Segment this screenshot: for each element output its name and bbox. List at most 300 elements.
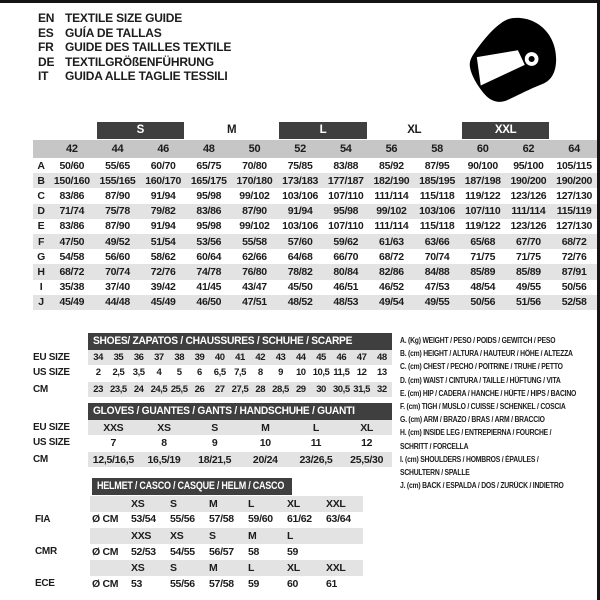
section-title-text: SHOES/ ZAPATOS / CHAUSSURES / SCHUHE / SCARPE <box>93 335 353 347</box>
value-cell: 70/80 <box>242 159 267 172</box>
section-value-cell: 40 <box>210 350 230 365</box>
value-cell: 187/198 <box>460 173 506 188</box>
section-value-cell: 10 <box>259 436 271 449</box>
section-value-cell: 41 <box>230 350 250 365</box>
numeric-size-cell: 52 <box>277 140 323 158</box>
measurement-row <box>33 188 597 203</box>
section-value-cell: XL <box>341 420 392 435</box>
numeric-size-cell: 60 <box>460 140 506 158</box>
row-label: C <box>37 189 45 202</box>
measurement-row <box>33 219 597 234</box>
measurement-row <box>33 295 597 310</box>
value-cell: 50/56 <box>460 295 506 310</box>
letter-size-label: S <box>97 122 184 139</box>
helmet-unit-label: Ø CM <box>92 513 119 526</box>
helmet-size-cell: XS <box>129 496 168 512</box>
value-cell: 59/62 <box>323 234 369 249</box>
empty-cell <box>90 496 129 512</box>
legend-item: C. (cm) CHEST / PECHO / POITRINE / TRUHE / PETTO <box>400 362 563 372</box>
section-value-cell: 13 <box>377 367 387 378</box>
helmet-size-cell: L <box>285 528 324 544</box>
section-value-cell: 23/26,5 <box>291 451 342 467</box>
language-row <box>38 55 231 70</box>
language-code: FR <box>38 40 54 55</box>
section-row-label: EU SIZE <box>33 420 88 435</box>
helmet-value-cell: 59/60 <box>248 513 273 526</box>
language-title: GUIDA ALLE TAGLIE TESSILI <box>65 69 228 84</box>
section-value-cell: 2 <box>95 367 101 378</box>
section-value-cell: 23,5 <box>108 381 128 397</box>
value-cell: 48/54 <box>470 281 496 294</box>
section-title-cell <box>90 478 363 496</box>
value-cell: 80/84 <box>323 264 369 279</box>
letter-size-label: XL <box>407 124 422 136</box>
value-cell: 74/78 <box>186 264 232 279</box>
section-value-cell: 7,5 <box>234 367 246 378</box>
value-cell: 47/53 <box>424 281 450 294</box>
value-cell: 46/50 <box>186 295 232 310</box>
section-value-cell: 3,5 <box>132 367 145 378</box>
section-value-cell: 30,5 <box>331 381 351 397</box>
value-cell: 55/58 <box>232 234 278 249</box>
value-cell: 87/95 <box>424 159 450 172</box>
row-label: F <box>33 234 49 249</box>
section-data-row <box>33 435 392 451</box>
value-cell: 83/86 <box>59 220 85 233</box>
value-cell: 68/72 <box>49 264 95 279</box>
language-title: GUÍA DE TALLAS <box>65 25 162 40</box>
empty-cell <box>33 478 90 496</box>
helmet-size-cell: XS <box>129 560 168 576</box>
helmet-value-cell: 61 <box>326 577 338 590</box>
helmet-value-cell: 59 <box>248 577 260 590</box>
letter-size-label: L <box>279 122 366 139</box>
value-cell: 107/110 <box>460 204 506 219</box>
numeric-size-cell: 42 <box>49 140 95 158</box>
value-cell: 60/64 <box>196 250 222 263</box>
value-cell: 48/53 <box>323 295 369 310</box>
row-label: D <box>33 204 49 219</box>
main-size-table <box>33 121 597 310</box>
value-cell: 83/88 <box>333 159 359 172</box>
value-cell: 83/86 <box>186 204 232 219</box>
section-value-cell: 24,5 <box>149 381 169 397</box>
value-cell: 119/122 <box>465 189 501 202</box>
section-title-bar <box>88 333 392 350</box>
legend-item: I. (cm) SHOULDERS / HOMBROS / ÉPAULES / <box>400 454 539 464</box>
numeric-size-cell: 58 <box>414 140 460 158</box>
row-label: A <box>37 159 45 172</box>
language-title: GUIDE DES TAILLES TEXTILE <box>65 40 232 55</box>
numeric-size-cell: 50 <box>232 140 278 158</box>
letter-size-cell <box>460 121 551 140</box>
empty-cell <box>33 403 88 420</box>
language-row <box>38 26 231 41</box>
section-title-cell <box>88 333 392 350</box>
section-value-cell: 28 <box>250 381 270 397</box>
section-data-row <box>33 365 392 381</box>
legend-item: A. (Kg) WEIGHT / PESO / POIDS / GEWITCH / PESO <box>400 336 556 345</box>
empty-cell <box>551 121 597 140</box>
numeric-size-cell: 46 <box>140 140 186 158</box>
value-cell: 71/75 <box>470 250 496 263</box>
value-cell: 55/65 <box>105 159 130 172</box>
letter-size-cell <box>277 121 368 140</box>
section-row-label: US SIZE <box>33 365 88 381</box>
section-value-cell: 18/21,5 <box>189 451 240 467</box>
value-cell: 48/52 <box>277 295 323 310</box>
section-value-cell: 43 <box>270 350 290 365</box>
helmet-standard-size-row <box>33 528 363 544</box>
helmet-value-cell: 52/53 <box>131 545 156 558</box>
value-cell: 103/106 <box>282 189 319 202</box>
value-cell: 87/90 <box>105 189 130 202</box>
value-cell: 150/160 <box>49 173 95 188</box>
value-cell: 78/82 <box>277 264 323 279</box>
value-cell: 75/85 <box>287 159 313 172</box>
value-cell: 99/102 <box>369 204 415 219</box>
value-cell: 44/48 <box>95 295 141 310</box>
value-cell: 49/55 <box>516 281 541 294</box>
empty-cell <box>33 496 90 512</box>
section-value-cell: 45 <box>311 350 331 365</box>
value-cell: 123/126 <box>510 220 547 233</box>
value-cell: 84/88 <box>414 264 460 279</box>
value-cell: 52/58 <box>551 295 597 310</box>
helmet-size-cell: L <box>246 560 285 576</box>
value-cell: 107/110 <box>328 189 364 202</box>
section-title-text: HELMET / CASCO / CASQUE / HELM / CASCO <box>97 480 285 492</box>
value-cell: 65/75 <box>196 159 222 172</box>
section-value-cell: 36 <box>129 350 149 365</box>
section-value-cell: 31,5 <box>351 381 371 397</box>
section-value-cell: 30 <box>311 381 331 397</box>
value-cell: 58/62 <box>150 250 176 263</box>
value-cell: 87/90 <box>232 204 278 219</box>
helmet-value-cell <box>324 544 363 560</box>
row-label: B <box>33 173 49 188</box>
helmet-value-cell: 63/64 <box>326 513 351 526</box>
helmet-value-cell: 54/55 <box>170 545 195 558</box>
section-value-cell: 11 <box>310 436 322 449</box>
helmet-size-table <box>33 478 363 592</box>
value-cell: 115/118 <box>419 189 455 202</box>
value-cell: 50/56 <box>561 281 587 294</box>
section-value-cell: XS <box>139 420 190 435</box>
legend-item: E. (cm) HIP / CADERA / HANCHE / HÜFTE / HIPS / BACINO <box>400 388 577 398</box>
shoes-size-table <box>33 333 392 397</box>
language-title-list <box>38 11 231 84</box>
language-row <box>38 69 231 84</box>
section-value-cell: 42 <box>250 350 270 365</box>
section-value-cell: 46 <box>331 350 351 365</box>
value-cell: 53/56 <box>186 234 232 249</box>
language-row <box>38 40 231 55</box>
value-cell: 46/52 <box>379 281 404 294</box>
value-cell: 43/47 <box>242 281 267 294</box>
section-title-bar <box>88 403 392 420</box>
section-value-cell: 23 <box>88 381 108 397</box>
value-cell: 91/94 <box>150 189 176 202</box>
numeric-size-row <box>33 140 597 158</box>
value-cell: 56/60 <box>105 250 130 263</box>
value-cell: 91/94 <box>150 220 176 233</box>
helmet-unit-label: Ø CM <box>92 577 119 590</box>
value-cell: 79/82 <box>140 204 186 219</box>
section-data-row <box>33 451 392 467</box>
helmet-value-cell: 61/62 <box>287 513 312 526</box>
corner-cell <box>33 140 49 158</box>
value-cell: 45/49 <box>49 295 95 310</box>
section-value-cell: 10,5 <box>312 367 330 378</box>
value-cell: 70/74 <box>424 250 450 263</box>
value-cell: 45/49 <box>140 295 186 310</box>
value-cell: 105/115 <box>556 159 592 172</box>
helmet-size-cell: XXL <box>324 560 363 576</box>
section-value-cell: 2,5 <box>112 367 125 378</box>
section-row-label: CM <box>33 451 88 467</box>
value-cell: 68/72 <box>551 234 597 249</box>
value-cell: 64/68 <box>287 250 313 263</box>
section-title-bar <box>92 478 292 495</box>
helmet-value-cell: 56/57 <box>209 545 234 558</box>
legend-item-continuation: SCHULTERN / SPALLE <box>400 468 470 478</box>
helmet-size-cell: S <box>168 560 207 576</box>
helmet-size-cell: L <box>246 496 285 512</box>
section-value-cell: 4 <box>156 367 162 378</box>
value-cell: 72/76 <box>140 264 186 279</box>
legend-item: G. (cm) ARM / BRAZO / BRAS / ARM / BRACCIO <box>400 415 545 425</box>
value-cell: 185/195 <box>414 173 460 188</box>
letter-size-cell <box>186 121 277 140</box>
section-value-cell: 27,5 <box>230 381 250 397</box>
language-code: DE <box>38 54 55 69</box>
section-value-cell: 25,5 <box>169 381 189 397</box>
value-cell: 87/91 <box>551 264 597 279</box>
value-cell: 47/51 <box>232 295 278 310</box>
section-value-cell: 39 <box>189 350 209 365</box>
value-cell: 54/58 <box>59 250 85 263</box>
legend-item: B. (cm) HEIGHT / ALTURA / HAUTEUR / HÖHE / ALTEZZA <box>400 349 573 359</box>
value-cell: 37/40 <box>105 281 130 294</box>
section-value-cell: 28,5 <box>270 381 290 397</box>
section-value-cell: 9 <box>211 436 218 449</box>
section-value-cell: 29 <box>291 381 311 397</box>
value-cell: 71/75 <box>516 250 541 263</box>
value-cell: 103/106 <box>414 204 460 219</box>
gloves-size-table <box>33 403 392 467</box>
helmet-size-cell: M <box>207 496 246 512</box>
helmet-value-cell: 57/58 <box>209 577 234 590</box>
measurement-row <box>33 204 597 219</box>
value-cell: 115/118 <box>419 220 455 233</box>
value-cell: 91/94 <box>277 204 323 219</box>
helmet-value-cell: 55/56 <box>170 513 195 526</box>
racing-helmet-icon <box>460 13 568 107</box>
helmet-standard-label: CMR <box>33 544 90 560</box>
value-cell: 66/70 <box>333 250 359 263</box>
row-label: G <box>37 250 45 263</box>
value-cell: 51/56 <box>506 295 552 310</box>
empty-cell <box>33 333 88 350</box>
value-cell: 123/126 <box>510 189 547 202</box>
helmet-standard-size-row <box>33 560 363 576</box>
value-cell: 71/74 <box>49 204 95 219</box>
value-cell: 99/102 <box>239 189 270 202</box>
measurement-legend <box>400 334 600 492</box>
letter-size-cell <box>95 121 186 140</box>
helmet-standard-value-row <box>33 576 363 592</box>
section-value-cell: 27 <box>210 381 230 397</box>
helmet-size-cell: XXL <box>324 496 363 512</box>
value-cell: 111/114 <box>374 189 409 202</box>
section-value-cell: 8 <box>257 367 263 378</box>
section-value-cell: 12 <box>361 436 373 449</box>
section-value-cell: 10 <box>295 367 306 378</box>
helmet-value-cell: 58 <box>248 545 260 558</box>
helmet-value-cell: 60 <box>287 577 299 590</box>
value-cell: 177/187 <box>323 173 369 188</box>
numeric-size-cell: 48 <box>186 140 232 158</box>
section-value-cell: 11,5 <box>333 367 350 378</box>
value-cell: 60/70 <box>150 159 176 172</box>
helmet-value-cell: 57/58 <box>209 513 234 526</box>
section-title-row <box>33 478 363 496</box>
value-cell: 85/89 <box>506 264 552 279</box>
section-title-row <box>33 403 392 420</box>
section-value-cell: 32 <box>372 381 392 397</box>
helmet-unit-label: Ø CM <box>92 545 119 558</box>
helmet-size-cell: XS <box>168 528 207 544</box>
value-cell: 41/45 <box>196 281 222 294</box>
row-label: E <box>37 220 45 233</box>
value-cell: 82/86 <box>369 264 415 279</box>
legend-item-continuation: SCHRITT / FORCELLA <box>400 441 469 451</box>
measurement-row <box>33 280 597 295</box>
language-title: TEXTILE SIZE GUIDE <box>65 11 183 25</box>
section-value-cell: 9 <box>278 367 283 378</box>
section-value-cell: 20/24 <box>240 451 291 467</box>
value-cell: 65/68 <box>460 234 506 249</box>
section-value-cell: L <box>291 420 342 435</box>
section-data-row <box>33 420 392 435</box>
section-title-row <box>33 333 392 350</box>
value-cell: 45/50 <box>287 281 313 294</box>
value-cell: 90/100 <box>467 159 498 172</box>
measurement-row <box>33 158 597 173</box>
section-value-cell: 7 <box>110 436 117 449</box>
legend-item: J. (cm) BACK / ESPALDA / DOS / ZURÜCK / INDIETRO <box>400 481 564 491</box>
value-cell: 67/70 <box>506 234 552 249</box>
section-value-cell: 48 <box>372 350 392 365</box>
value-cell: 173/183 <box>277 173 323 188</box>
legend-item: D. (cm) WAIST / CINTURA / TAILLE / HÜFTUNG / VITA <box>400 375 561 385</box>
measurement-row <box>33 173 597 188</box>
helmet-standard-label: ECE <box>33 576 90 592</box>
helmet-size-cell: S <box>168 496 207 512</box>
numeric-size-cell: 44 <box>95 140 141 158</box>
value-cell: 47/50 <box>49 234 95 249</box>
value-cell: 76/80 <box>232 264 278 279</box>
row-label: I <box>39 281 43 294</box>
legend-item: H. (cm) INSIDE LEG / ENTREPIERNA / FOURCHE / <box>400 428 552 438</box>
letter-size-cell <box>369 121 460 140</box>
section-value-cell: 24 <box>129 381 149 397</box>
value-cell: 99/102 <box>239 220 270 233</box>
legend-item: F. (cm) TIGH / MUSLO / CUISSE / SCHENKEL / COSCIA <box>400 402 566 412</box>
helmet-size-cell: XXS <box>129 528 168 544</box>
empty-cell <box>90 528 129 544</box>
corner-cell <box>33 121 49 140</box>
value-cell: 111/114 <box>506 204 552 219</box>
value-cell: 62/66 <box>242 250 267 263</box>
section-value-cell: 38 <box>169 350 189 365</box>
value-cell: 119/122 <box>465 220 501 233</box>
value-cell: 46/51 <box>333 281 359 294</box>
section-value-cell: 37 <box>149 350 169 365</box>
value-cell: 170/180 <box>232 173 278 188</box>
section-row-label: CM <box>33 381 88 397</box>
section-value-cell: 6,5 <box>213 367 226 378</box>
value-cell: 70/74 <box>95 264 141 279</box>
section-data-row <box>33 381 392 397</box>
value-cell: 85/89 <box>460 264 506 279</box>
section-data-row <box>33 350 392 365</box>
value-cell: 50/60 <box>59 159 85 172</box>
value-cell: 95/98 <box>196 220 222 233</box>
row-label: H <box>33 264 49 279</box>
empty-cell <box>90 560 129 576</box>
measurement-row <box>33 249 597 264</box>
section-value-cell: 5 <box>176 367 182 378</box>
section-value-cell: 34 <box>88 350 108 365</box>
language-title: TEXTILGRÖßENFÜHRUNG <box>65 54 214 69</box>
measurement-row <box>33 234 597 249</box>
value-cell: 68/72 <box>379 250 404 263</box>
section-value-cell: 12,5/16,5 <box>88 451 139 467</box>
helmet-value-cell: 53 <box>131 577 143 590</box>
section-row-label: US SIZE <box>33 435 88 451</box>
value-cell: 83/86 <box>59 189 85 202</box>
helmet-value-cell: 55/56 <box>170 577 195 590</box>
value-cell: 72/76 <box>561 250 587 263</box>
helmet-size-cell: M <box>246 528 285 544</box>
helmet-value-cell: 53/54 <box>131 513 156 526</box>
value-cell: 51/54 <box>140 234 186 249</box>
language-code: ES <box>38 25 54 40</box>
value-cell: 160/170 <box>140 173 186 188</box>
helmet-standard-size-row <box>33 496 363 512</box>
helmet-size-cell: XL <box>285 560 324 576</box>
numeric-size-cell: 56 <box>369 140 415 158</box>
empty-cell <box>33 560 90 576</box>
section-value-cell: 12 <box>356 367 367 378</box>
value-cell: 85/92 <box>379 159 404 172</box>
value-cell: 182/190 <box>369 173 415 188</box>
value-cell: 57/60 <box>277 234 323 249</box>
measurement-row <box>33 264 597 279</box>
section-value-cell: 35 <box>108 350 128 365</box>
section-title-cell <box>88 403 392 420</box>
language-code: EN <box>38 11 55 25</box>
value-cell: 63/66 <box>414 234 460 249</box>
row-label: J <box>33 295 49 310</box>
section-value-cell: 8 <box>161 436 167 449</box>
helmet-size-cell: S <box>207 528 246 544</box>
value-cell: 49/54 <box>369 295 415 310</box>
numeric-size-cell: 64 <box>551 140 597 158</box>
value-cell: 35/38 <box>59 281 85 294</box>
